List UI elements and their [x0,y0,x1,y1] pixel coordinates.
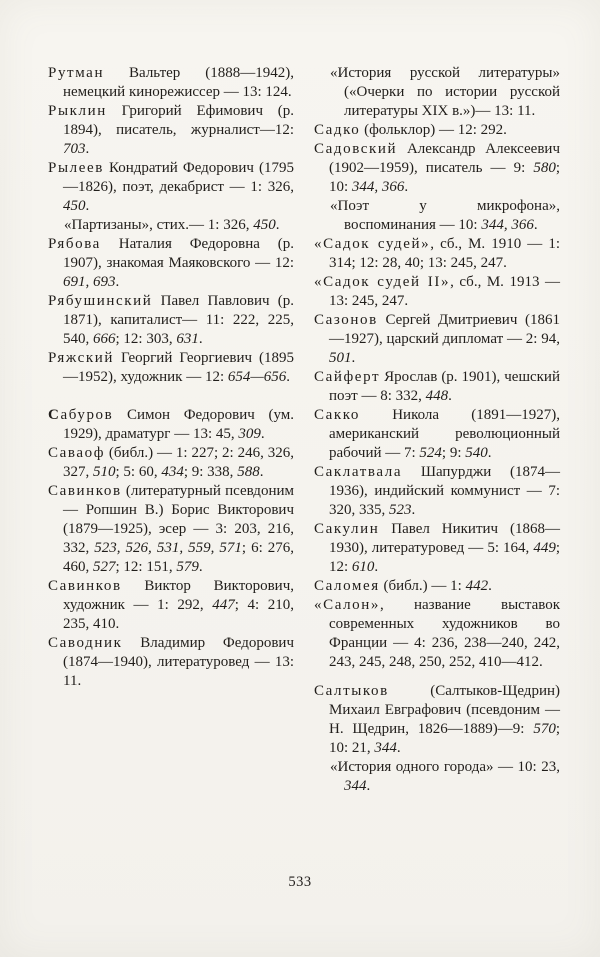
entry-text: . [260,426,265,442]
entry-text: Александр Алексеевич (1902—1959), писатель — 9: [329,141,560,176]
entry-text: 610 [351,559,375,575]
entry-text: . [198,559,203,575]
entry-text: (библ.) — 1: [379,578,466,594]
entry-text: 344, 366 [351,179,405,195]
entry-text: Саваоф [48,445,106,461]
entry-text: 450 [253,217,276,233]
entry-text: . [351,350,356,366]
index-entry [314,140,560,197]
entry-text: абуров [60,407,114,423]
entry-text: 501 [329,350,352,366]
entry-text: Рылеев [48,160,104,176]
entry-text: Владимир Федорович (1874—1940), литературовед — 13: 11. [63,635,294,689]
index-entry [48,634,294,691]
entry-text: 527 [93,559,116,575]
entry-text: 344, 366 [481,217,534,233]
entry-text: . [533,217,538,233]
entry-text: Кондратий Федорович (1795—1826), поэт, декабрист — 1: 326, [63,160,294,195]
entry-text: 344 [344,777,367,794]
entry-text: . [275,217,280,233]
entry-text: «Партизаны», стих.— 1: 326, [64,217,254,233]
index-entry [314,520,560,577]
entry-text: . [374,559,379,575]
index-entry [48,235,294,292]
entry-text: 631 [176,331,199,347]
left-column [48,64,294,796]
index-entry [314,463,560,520]
entry-text: ; 12: 303, [115,331,177,347]
entry-text: Наталия Федоровна (р. 1907), знакомая Маяковского — 12: [63,236,294,271]
entry-text: Рябова [48,236,101,252]
entry-text: Саводник [48,635,123,651]
entry-text: 442 [465,578,489,594]
entry-text: ; 4: 210, 235, 410. [63,597,294,632]
right-column [314,64,560,796]
index-entry [314,121,560,140]
entry-text: 691, 693 [63,274,116,290]
index-entry [314,235,560,273]
entry-text: Саклатвала [314,464,403,480]
entry-text: Сазонов [314,312,378,328]
entry-text: «Поэт у микрофона», воспоминания — 10: [330,198,560,233]
entry-text: ; 9: 338, [183,464,238,480]
entry-text: 666 [93,331,116,347]
entry-text: Симон Федорович (ум. 1929), драматург — 13: 45, [63,407,294,442]
entry-text: 448 [425,388,449,404]
entry-text: , сб., М. 1913 — 13: 245, 247. [329,274,560,309]
entry-text: ; 12: 151, [115,559,177,575]
entry-text: 540 [465,445,488,461]
entry-text: Саломея [314,578,380,594]
entry-text: Савинков [48,578,122,594]
entry-text: 654—656 [227,369,287,385]
index-entry [314,577,560,596]
index-subentry [314,758,560,796]
index-entry [314,682,560,758]
entry-text: . [411,502,416,518]
entry-text: . [85,198,90,214]
index-subentry [314,197,560,235]
entry-text: Никола (1891—1927), американский революционный рабочий — 7: [329,407,560,461]
entry-text: 450 [63,198,86,214]
entry-text: 449 [533,540,556,556]
index-entry [314,406,560,463]
entry-text: Павел Павлович (р. 1871), капиталист— 11: 222, 225, 540, [63,293,294,347]
entry-text: 447 [212,597,235,613]
entry-text: . [448,388,452,404]
index-entry [314,311,560,368]
entry-text: Салтыков [314,682,389,699]
entry-text: Садко [314,122,361,138]
entry-text: Сакко [314,407,360,423]
entry-text: 703 [63,141,86,157]
entry-text: , сб., М. 1910 — 1: 314; 12: 28, 40; 13: 245, 247. [329,236,560,271]
entry-text: . [286,369,290,385]
entry-text: «Садок судей» [314,236,431,252]
entry-text: . [404,179,409,195]
entry-text: Савинков [48,483,122,499]
entry-text: (литературный псевдоним — Ропшин В.) Борис Викторович (1879—1925), эсер — 3: 203, 216, 332, [63,483,294,556]
entry-text: 523 [389,502,412,518]
entry-text: (Салтыков-Щедрин) Михаил Евграфович (псевдоним — Н. Щедрин, 1826—1889)—9: [329,682,560,737]
index-entry [48,292,294,349]
entry-text: 580 [533,160,556,176]
entry-text: (фольклор) — 12: 292. [360,122,507,138]
entry-text: «История одного города» — 10: 23, [330,758,560,775]
index-entry [48,159,294,216]
index-entry [314,596,560,672]
page-number: 533 [288,874,312,890]
entry-text: ; 5: 60, [115,464,162,480]
entry-text: 510 [93,464,116,480]
entry-text: Рутман [48,65,105,81]
index-entry [48,349,294,387]
entry-text: ; 10: 21, [329,720,560,756]
entry-text: Сергей Дмитриевич (1861—1927), царский дипломат — 2: 94, [329,312,560,347]
entry-text: Садовский [314,141,398,157]
entry-text: Ряжский [48,350,114,366]
entry-text: . [259,464,264,480]
index-entry [48,406,294,444]
entry-text: ; 10: [329,160,560,195]
entry-text: Сайферт [314,369,381,385]
entry-text: Виктор Викторович, художник — 1: 292, [63,578,294,613]
entry-text: 570 [533,720,556,737]
entry-text: Сакулин [314,521,380,537]
entry-text: Шапурджи (1874—1936), индийский коммунист — 7: 320, 335, [329,464,560,518]
entry-text: 579 [176,559,199,575]
entry-text: Ярослав (р. 1901), чешский поэт — 8: 332, [329,369,560,404]
entry-text: . [115,274,120,290]
entry-text: 523, 526, 531, 559, 571 [94,540,242,556]
entry-text: «История русской литературы» («Очерки по истории русской литературы XIX в.»)— 13: 11. [330,65,560,119]
entry-text: Рыклин [48,103,107,119]
entry-text: ; 12: [329,540,560,575]
entry-text: Павел Никитич (1868—1930), литературовед — 5: 164, [329,521,560,556]
entry-text: «Салон» [314,597,381,613]
entry-text: Григорий Ефимович (р. 1894), писатель, журналист—12: [63,103,294,138]
entry-text: «Садок судей II» [314,274,451,290]
entry-text: (библ.) — 1: 227; 2: 246, 326, 327, [63,445,294,480]
index-entry [48,577,294,634]
index-entry [48,444,294,482]
index-entry [314,273,560,311]
entry-text: Георгий Георгиевич (1895—1952), художник — 12: [63,350,294,385]
entry-text: 524 [419,445,442,461]
index-subentry [48,216,294,235]
index-subentry [314,64,560,121]
entry-text: . [198,331,203,347]
entry-text: Вальтер (1888—1942), немецкий кинорежиссер — 13: 124. [63,65,294,100]
entry-text: . [487,445,492,461]
entry-text: 588 [237,464,260,480]
entry-text: С [48,407,61,423]
entry-text: ; 9: [441,445,466,461]
entry-text: . [366,777,371,794]
index-entry [314,368,560,406]
entry-text: . [85,141,90,157]
entry-text: , название выставок современных художников во Франции — 4: 236, 238—240, 242, 243, 245, 248, 250, 252, 410—412. [329,597,560,670]
entry-text: . [396,739,401,756]
index-entry [48,482,294,577]
entry-text: ; 6: 276, 460, [63,540,295,575]
entry-text: 434 [161,464,184,480]
entry-text: 309 [238,426,261,442]
index-entry [48,102,294,159]
entry-text: 344 [374,739,397,756]
entry-text: Рябушинский [48,293,153,309]
index-entry [48,64,294,102]
entry-text: . [488,578,492,594]
